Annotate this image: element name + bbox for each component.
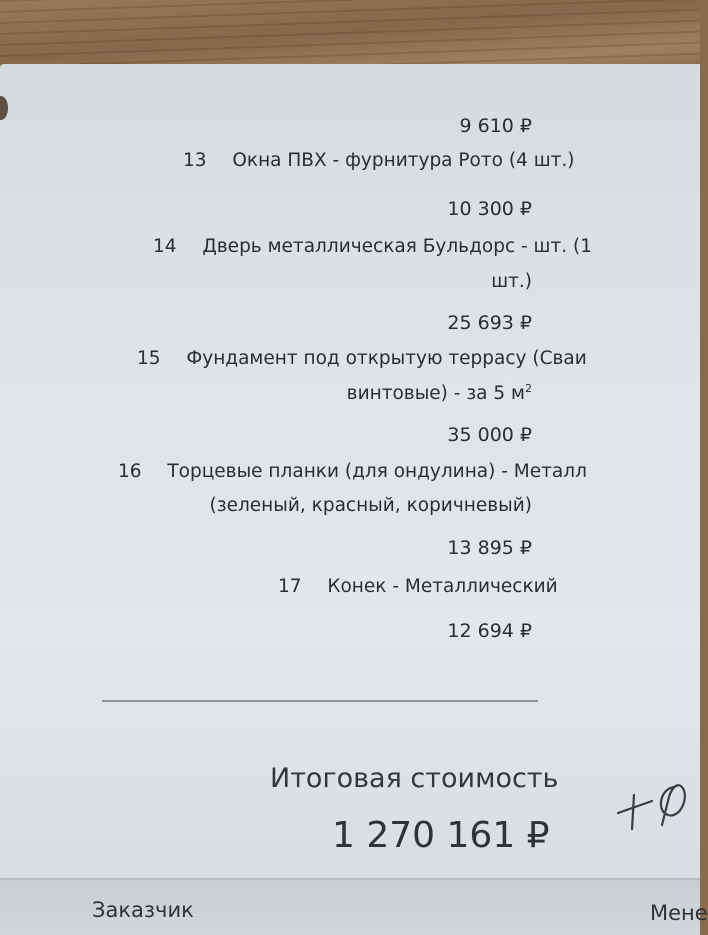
item-number: 16 <box>118 461 142 482</box>
item-price: 35 000 ₽ <box>447 424 532 446</box>
item-price: 25 693 ₽ <box>447 312 532 334</box>
item-row <box>278 576 558 597</box>
item-row <box>183 150 575 171</box>
item-name: Окна ПВХ - фурнитура Рото (4 шт.) <box>232 150 575 171</box>
item-price: 13 895 ₽ <box>447 537 532 559</box>
item-name-line1: Торцевые планки (для ондулина) - Металл <box>167 461 587 482</box>
item-name-line1: Дверь металлическая Бульдорс - шт. (1 <box>202 236 593 257</box>
item-name-line2: шт.) <box>491 271 532 292</box>
item-row <box>153 236 592 257</box>
item-name-line1: Фундамент под открытую террасу (Сваи <box>186 348 587 369</box>
item-price: 12 694 ₽ <box>447 620 532 642</box>
item-number: 15 <box>137 348 161 369</box>
customer-label: Заказчик <box>92 898 194 922</box>
item-number: 17 <box>278 576 302 597</box>
total-value: 1 270 161 ₽ <box>332 815 550 856</box>
item-name-line2: (зеленый, красный, коричневый) <box>209 495 532 516</box>
divider-line <box>102 700 538 702</box>
item-name: Конек - Металлический <box>327 576 558 597</box>
handwritten-mark <box>612 773 700 833</box>
item-row <box>137 348 587 369</box>
total-label: Итоговая стоимость <box>270 763 559 794</box>
item-name-line2: винтовые) - за 5 $м^2$ <box>346 382 532 405</box>
manager-label: Мене <box>650 901 708 925</box>
item-number: 14 <box>153 236 177 257</box>
item-row <box>118 461 587 482</box>
item-price: 9 610 ₽ <box>459 115 532 137</box>
superscript: 2 <box>525 382 532 395</box>
item-price: 10 300 ₽ <box>447 198 532 220</box>
item-number: 13 <box>183 150 207 171</box>
